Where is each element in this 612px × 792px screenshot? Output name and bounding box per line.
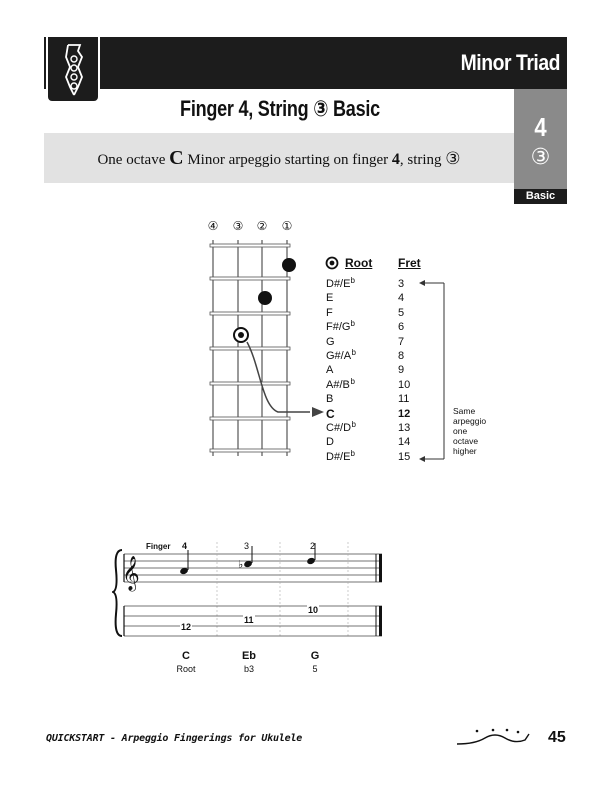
fret-table-note: D bbox=[326, 436, 334, 449]
note-name: C bbox=[182, 650, 190, 662]
fret-table-row bbox=[326, 435, 426, 449]
note-function: 5 bbox=[312, 664, 318, 674]
footer-ornament-icon bbox=[455, 722, 535, 750]
fret-table-note: A#/B bbox=[326, 378, 350, 391]
table-head-fret: Fret bbox=[398, 256, 421, 270]
fret-table-note: F#/G bbox=[326, 321, 351, 334]
string-label-2: ② bbox=[256, 219, 268, 233]
fret-table-fret: 5 bbox=[398, 306, 405, 319]
octave-arrow bbox=[247, 342, 310, 412]
subtitle-string-number: ③ bbox=[313, 97, 329, 122]
finger-number: 4 bbox=[182, 541, 188, 551]
fret-table-row bbox=[326, 407, 426, 421]
description-text bbox=[44, 147, 514, 170]
fret-table-fret: 10 bbox=[398, 378, 411, 391]
string-label-3: ③ bbox=[232, 219, 244, 233]
fret-table-fret: 6 bbox=[398, 321, 405, 334]
finger-number: 2 bbox=[310, 541, 316, 551]
octave-bracket bbox=[415, 276, 455, 466]
note-function: Root bbox=[176, 664, 196, 674]
finger-number: 3 bbox=[244, 541, 250, 551]
root-legend-icon bbox=[325, 256, 339, 270]
treble-clef-icon: 𝄞 bbox=[122, 556, 140, 591]
fret-table-note: A bbox=[326, 364, 334, 377]
octave-note-line: octave bbox=[453, 436, 479, 446]
fret-table-flat: b bbox=[350, 448, 355, 458]
root-dot-center bbox=[238, 332, 244, 338]
notation-staff bbox=[112, 540, 392, 645]
band-key: C bbox=[169, 147, 184, 169]
fret-table-fret: 4 bbox=[398, 292, 405, 305]
octave-note bbox=[453, 406, 503, 456]
tab-fret-number: 10 bbox=[308, 605, 319, 615]
page-number: 45 bbox=[548, 729, 566, 746]
fret-table-flat: b bbox=[350, 276, 355, 285]
note-name: G bbox=[310, 650, 320, 662]
fret-table-note: C bbox=[326, 406, 335, 421]
fret-table-fret: 12 bbox=[398, 407, 411, 420]
fret-table-fret: 8 bbox=[398, 349, 405, 362]
ukulele-headstock-icon bbox=[48, 37, 98, 101]
page-title: Minor Triad bbox=[460, 50, 560, 75]
fret-table-flat: b bbox=[350, 319, 355, 329]
fret-table-row bbox=[326, 392, 426, 406]
fret-table-fret: 11 bbox=[398, 393, 410, 406]
octave-note-line: Same bbox=[453, 406, 476, 416]
octave-note-line: higher bbox=[453, 446, 477, 456]
fret-table-note: C#/D bbox=[326, 421, 352, 434]
fret-table-fret: 13 bbox=[398, 421, 411, 434]
tab-fret-number: 12 bbox=[181, 622, 192, 632]
fret-table-row bbox=[326, 378, 426, 392]
band-prefix: One octave bbox=[97, 152, 170, 168]
side-tab-string: ③ bbox=[530, 145, 551, 170]
fret-table-note: B bbox=[326, 393, 334, 406]
note-function: b3 bbox=[243, 664, 254, 674]
fret-table-flat: b bbox=[351, 347, 356, 357]
table-head-root: Root bbox=[345, 256, 373, 270]
finger-label: Finger bbox=[146, 542, 171, 551]
fret-table-flat: b bbox=[350, 376, 355, 386]
note-name: Eb bbox=[241, 650, 257, 662]
side-tab-number: 4 bbox=[534, 112, 547, 142]
fret-table-row bbox=[326, 349, 426, 363]
fret-table-row bbox=[326, 291, 426, 305]
octave-note-line: one bbox=[453, 426, 468, 436]
finger-dot-string-1 bbox=[282, 258, 296, 272]
ukulele-logo bbox=[46, 37, 100, 103]
band-mid: Minor arpeggio starting on finger bbox=[183, 152, 392, 168]
fret-table-note: D#/E bbox=[326, 278, 351, 290]
string-label-4: ④ bbox=[207, 219, 219, 233]
fret-table-row bbox=[326, 320, 426, 334]
fret-table-fret: 14 bbox=[398, 436, 411, 449]
fret-table-fret: 9 bbox=[398, 364, 405, 377]
standard-staff-lines bbox=[124, 554, 382, 582]
beat-separators bbox=[217, 542, 348, 636]
section-subtitle bbox=[173, 96, 386, 122]
band-finger: 4 bbox=[391, 151, 400, 168]
finger-dot-string-2 bbox=[258, 291, 272, 305]
tab-fret-number: 11 bbox=[244, 615, 254, 625]
band-string-text: , string bbox=[399, 152, 446, 168]
fret-table-row bbox=[326, 306, 426, 320]
fret-table-row bbox=[326, 363, 426, 377]
fret-table-fret: 15 bbox=[398, 450, 411, 463]
svg-text:♭: ♭ bbox=[238, 558, 244, 571]
fret-table-note: F bbox=[326, 306, 333, 319]
band-string-circ: ③ bbox=[445, 149, 461, 169]
side-tab-label: Basic bbox=[525, 190, 556, 202]
octave-note-line: arpeggio bbox=[453, 416, 487, 426]
subtitle-suffix: Basic bbox=[328, 96, 380, 121]
fret-table-row bbox=[326, 335, 426, 349]
fretboard-diagram bbox=[200, 236, 310, 466]
fret-table-note: G bbox=[326, 335, 335, 348]
fret-table-note: D#/E bbox=[326, 450, 351, 463]
subtitle-text: Finger 4, String bbox=[180, 96, 314, 121]
fret-table-row bbox=[326, 450, 426, 464]
fret-table-note: E bbox=[326, 292, 334, 305]
system-brace bbox=[113, 550, 122, 636]
fret-table-fret: 3 bbox=[398, 278, 405, 290]
string-label-1: ① bbox=[281, 219, 293, 233]
fret-table-flat: b bbox=[351, 419, 356, 429]
fret-table-fret: 7 bbox=[398, 335, 405, 348]
fret-table-row bbox=[326, 421, 426, 435]
fret-table-note: G#/A bbox=[326, 349, 352, 362]
fret-table-row bbox=[326, 277, 426, 291]
fret-table bbox=[326, 277, 426, 464]
footer-title: QUICKSTART - Arpeggio Fingerings for Ukulele bbox=[46, 733, 303, 744]
